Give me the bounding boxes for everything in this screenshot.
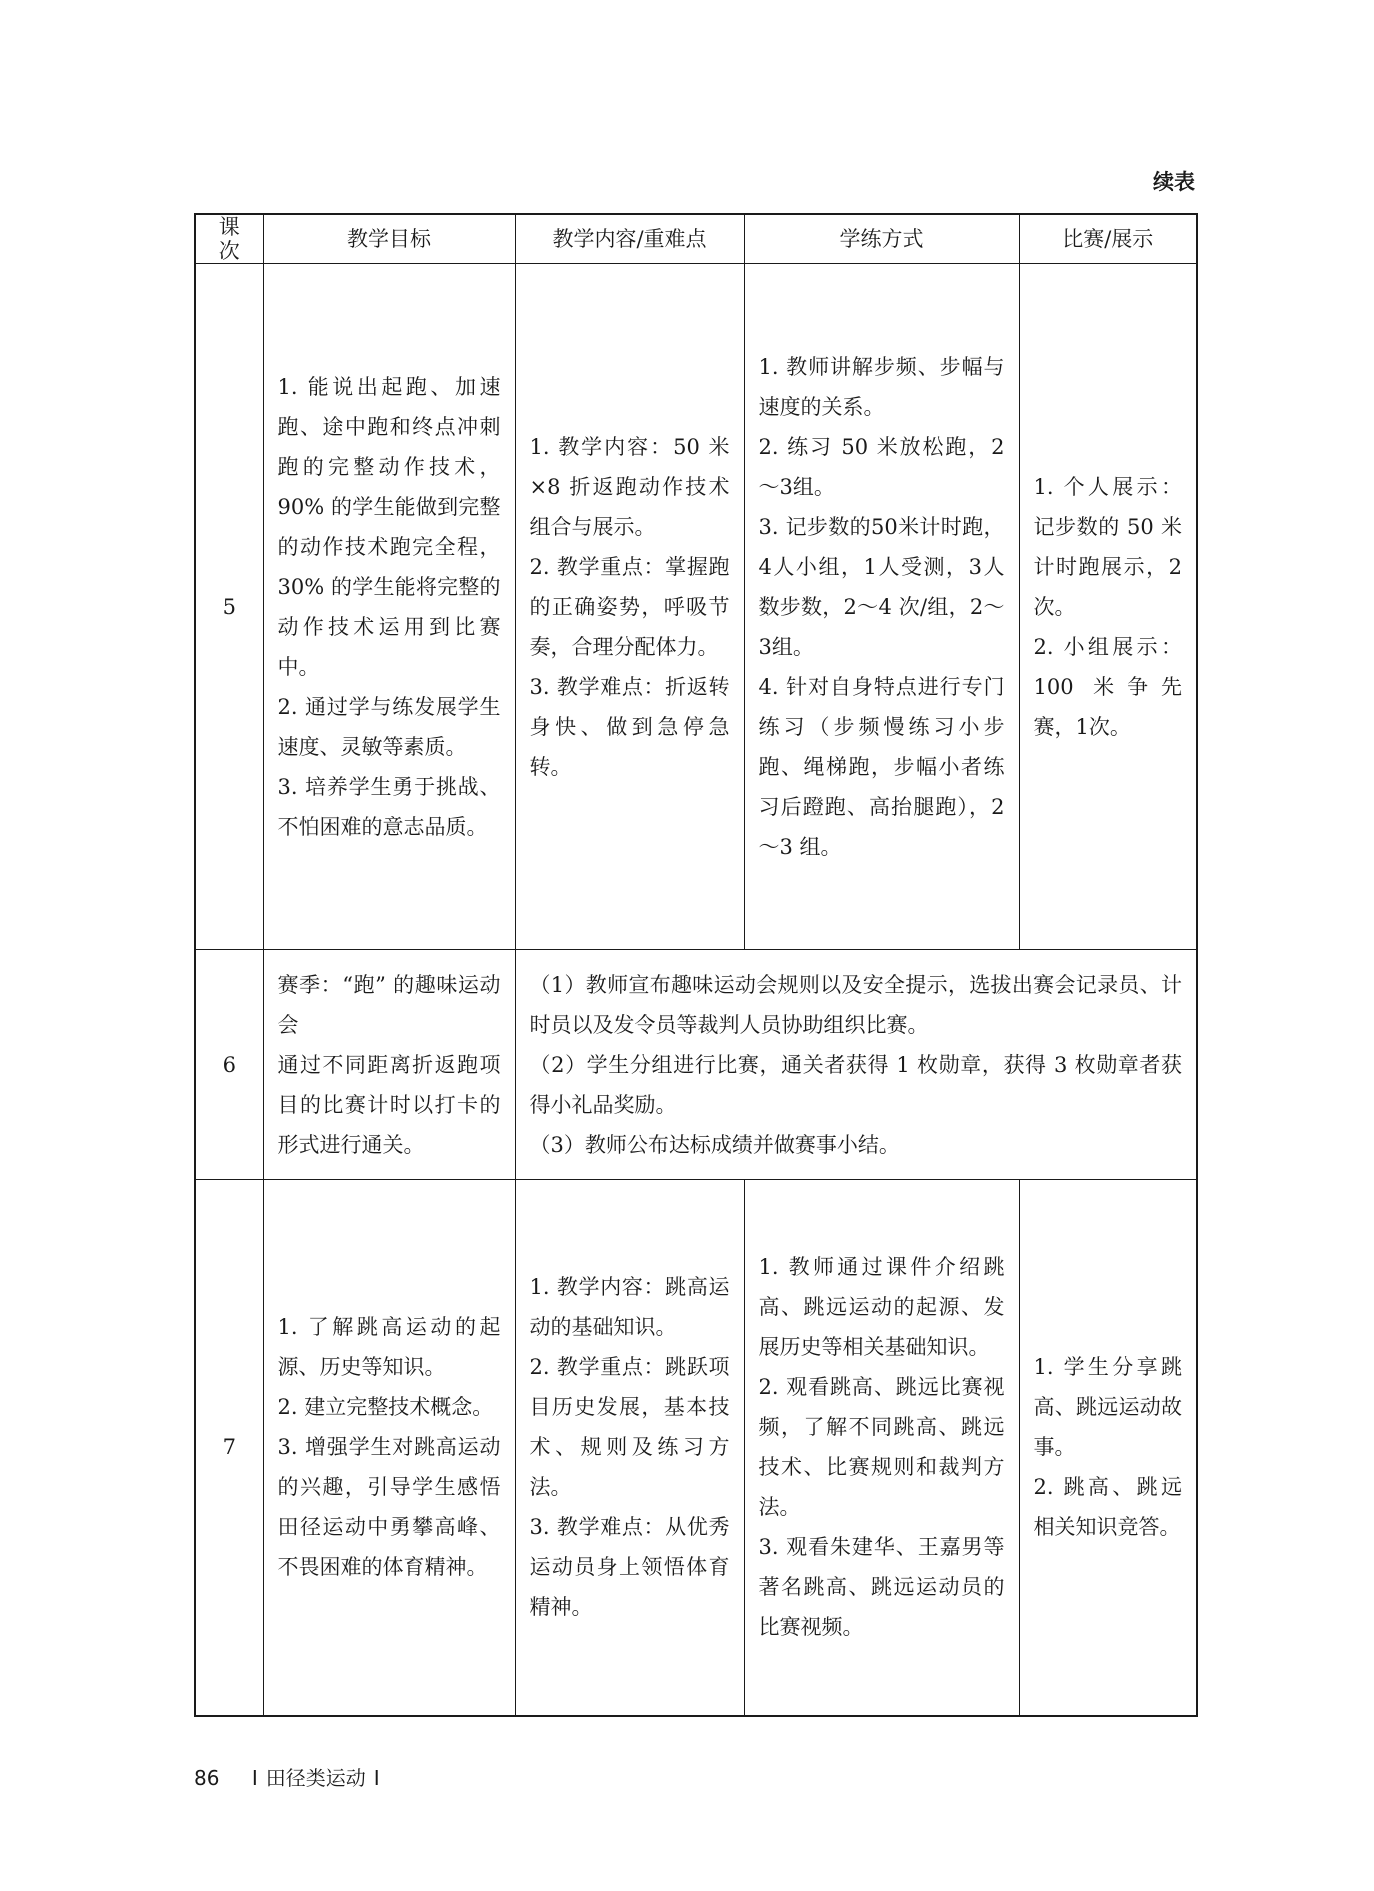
- header-competition: 比赛/展示: [1019, 214, 1197, 264]
- lesson-number: 6: [195, 950, 263, 1180]
- footer-separator: I: [373, 1766, 380, 1790]
- competition-cell: [1019, 264, 1197, 950]
- method-item: 1. 教师通过课件介绍跳高、跳远运动的起源、发展历史等相关基础知识。: [758, 1255, 1005, 1360]
- content-item: 2. 教学重点：跳跃项目历史发展，基本技术、规则及练习方法。: [529, 1355, 730, 1500]
- goals-cell: [263, 264, 515, 950]
- book-title: 田径类运动: [265, 1766, 366, 1790]
- header-goals: 教学目标: [263, 214, 515, 264]
- lesson-number: 5: [195, 264, 263, 950]
- activity-item: （1）教师宣布趣味运动会规则以及安全提示，选拔出赛会记录员、计时员以及发令员等裁判人员协助组织比赛。: [529, 972, 1182, 1037]
- lesson-number: 7: [195, 1180, 263, 1716]
- goal-item: 2. 通过学与练发展学生速度、灵敏等素质。: [277, 694, 501, 759]
- page-number: 86: [194, 1766, 220, 1790]
- method-item: 3. 观看朱建华、王嘉男等著名跳高、跳远运动员的比赛视频。: [758, 1535, 1005, 1640]
- competition-cell: [1019, 1180, 1197, 1716]
- goal-item: 赛季：“跑” 的趣味运动会: [277, 972, 501, 1037]
- page-footer: [194, 1762, 388, 1791]
- header-lesson: 课次: [195, 214, 263, 264]
- table-row: [195, 1180, 1197, 1716]
- method-item: 2. 观看跳高、跳远比赛视频，了解不同跳高、跳远技术、比赛规则和裁判方法。: [758, 1375, 1005, 1520]
- content-item: 2. 教学重点：掌握跑的正确姿势，呼吸节奏，合理分配体力。: [529, 554, 730, 659]
- goals-cell: [263, 950, 515, 1180]
- content-item: 1. 教学内容：50 米 ×8 折返跑动作技术组合与展示。: [529, 434, 730, 539]
- method-item: 2. 练习 50 米放松跑，2～3组。: [758, 434, 1005, 499]
- competition-item: 1. 个人展示：记步数的 50 米计时跑展示，2次。: [1033, 474, 1182, 619]
- competition-item: 1. 学生分享跳高、跳远运动故事。: [1033, 1355, 1182, 1460]
- goal-item: 1. 能说出起跑、加速跑、途中跑和终点冲刺跑的完整动作技术，90% 的学生能做到完整的动作技术跑完全程，30% 的学生能将完整的动作技术运用到比赛中。: [277, 374, 501, 679]
- content-item: 1. 教学内容：跳高运动的基础知识。: [529, 1275, 730, 1340]
- method-item: 1. 教师讲解步频、步幅与速度的关系。: [758, 354, 1005, 419]
- header-content: 教学内容/重难点: [515, 214, 744, 264]
- content-cell: [515, 264, 744, 950]
- activity-item: （3）教师公布达标成绩并做赛事小结。: [529, 1132, 900, 1157]
- goal-item: 通过不同距离折返跑项目的比赛计时以打卡的形式进行通关。: [277, 1052, 501, 1157]
- content-item: 3. 教学难点：从优秀运动员身上领悟体育精神。: [529, 1515, 730, 1620]
- goals-cell: [263, 1180, 515, 1716]
- method-item: 4. 针对自身特点进行专门练习（步频慢练习小步跑、绳梯跑，步幅小者练习后蹬跑、高抬腿跑），2～3 组。: [758, 674, 1005, 859]
- competition-item: 2. 跳高、跳远相关知识竞答。: [1033, 1475, 1182, 1540]
- content-item: 3. 教学难点：折返转身快、做到急停急转。: [529, 674, 730, 779]
- goal-item: 3. 培养学生勇于挑战、不怕困难的意志品质。: [277, 774, 501, 839]
- continued-table-label: 续表: [1153, 170, 1195, 194]
- header-methods: 学练方式: [744, 214, 1019, 264]
- method-item: 3. 记步数的50米计时跑，4人小组，1人受测，3人数步数，2～4 次/组，2～3组。: [758, 514, 1005, 659]
- activity-item: （2）学生分组进行比赛，通关者获得 1 枚勋章，获得 3 枚勋章者获得小礼品奖励。: [529, 1052, 1182, 1117]
- goal-item: 2. 建立完整技术概念。: [277, 1395, 494, 1420]
- goal-item: 1. 了解跳高运动的起源、历史等知识。: [277, 1315, 501, 1380]
- table-header-row: [195, 214, 1197, 264]
- methods-cell: [744, 1180, 1019, 1716]
- lesson-plan-table: [194, 213, 1198, 1717]
- table-row: [195, 950, 1197, 1180]
- content-cell: [515, 1180, 744, 1716]
- table-row: [195, 264, 1197, 950]
- methods-cell: [744, 264, 1019, 950]
- merged-activity-cell: [515, 950, 1197, 1180]
- goal-item: 3. 增强学生对跳高运动的兴趣，引导学生感悟田径运动中勇攀高峰、不畏困难的体育精神。: [277, 1435, 501, 1580]
- footer-separator: I: [251, 1766, 258, 1790]
- competition-item: 2. 小组展示：100 米争先赛，1次。: [1033, 634, 1182, 739]
